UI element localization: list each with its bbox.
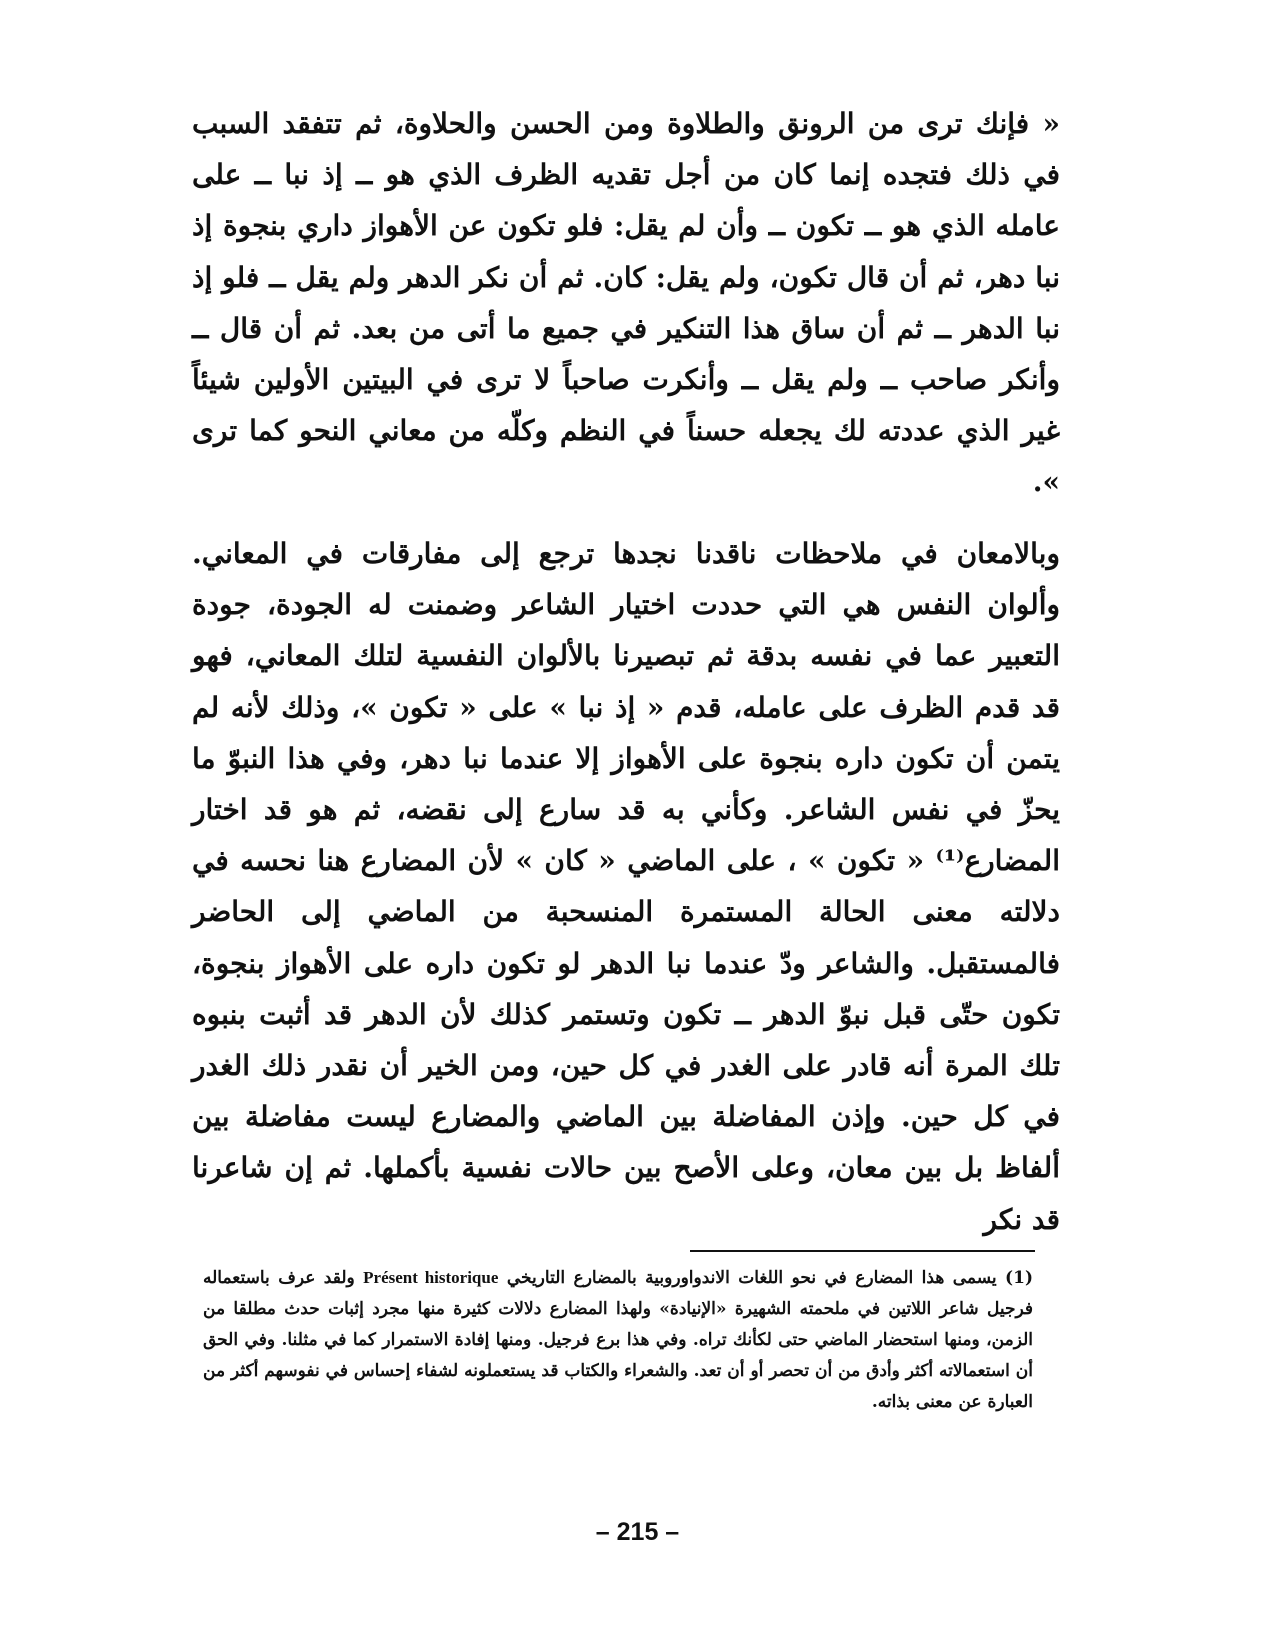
footnote-text: ولقد عرف باستعماله فرجيل شاعر اللاتين في ملحمته الشهيرة «الإنيادة» ولهذا المضارع دلالات كثيرة منها مجرد إثبات حدث مطلقا من الزمن، ومنها استحضار الماضي حتى لكأنك تراه. وفي هذا برع فرجيل. ومنها إفادة الاستمرار كما في مثلنا. وفي الحق أن استعمالاته أكثر وأدق من أن تحصر أو أن تعد. والشعراء والكتاب قد يستعملونه لشفاء إحساس في نفوسهم أكثر من العبارة عن معنى بذاته. <box>203 1268 1033 1412</box>
footnote-intro: (1) يسمى هذا المضارع في نحو اللغات الاندواوروبية بالمضارع التاريخي <box>506 1268 1033 1288</box>
quote-paragraph: « فإنك ترى من الرونق والطلاوة ومن الحسن والحلاوة، ثم تتفقد السبب في ذلك فتجده إنما كان من أجل تقديه الظرف الذي هو ــ إذ نبا ــ على عامله الذي هو ــ تكون ــ وأن لم يقل: فلو تكون عن الأهواز داري بنجوة إذ نبا دهر، ثم أن قال تكون، ولم يقل: كان. ثم أن نكر الدهر ولم يقل ــ فلو إذ نبا الدهر ــ ثم أن ساق هذا التنكير في جميع ما أتى من بعد. ثم أن قال ــ وأنكر صاحب ــ ولم يقل ــ وأنكرت صاحباً لا ترى في البيتين الأولين شيئاً غير الذي عددته لك يجعله حسناً في النظم وكلّه من معاني النحو كما ترى ». <box>192 107 1060 499</box>
footnote-latin-term: Présent historique <box>363 1268 499 1287</box>
footnote-separator <box>690 1250 1035 1252</box>
footnote <box>203 1262 1033 1418</box>
body-paragraph: وبالامعان في ملاحظات ناقدنا نجدها ترجع إلى مفارقات في المعاني. وألوان النفس هي التي حددت اختيار الشاعر وضمنت له الجودة، جودة التعبير عما في نفسه بدقة ثم تبصيرنا بالألوان النفسية لتلك المعاني، فهو قد قدم الظرف على عامله، قدم « إذ نبا » على « تكون »، وذلك لأنه لم يتمن أن تكون داره بنجوة على الأهواز إلا عندما نبا دهر، وفي هذا النبوّ ما يحزّ في نفس الشاعر. وكأني به قد سارع إلى نقضه، ثم هو قد اختار المضارع⁽¹⁾ « تكون » ، على الماضي « كان » لأن المضارع هنا نحسه في دلالته معنى الحالة المستمرة المنسحبة من الماضي إلى الحاضر فالمستقبل. والشاعر ودّ عندما نبا الدهر لو تكون داره على الأهواز بنجوة، تكون حتّى قبل نبوّ الدهر ــ تكون وتستمر كذلك لأن الدهر قد أثبت بنبوه تلك المرة أنه قادر على الغدر في كل حين، ومن الخير أن نقدر ذلك الغدر في كل حين. وإذن المفاضلة بين الماضي والمضارع ليست مفاضلة بين ألفاظ بل بين معان، وعلى الأصح بين حالات نفسية بأكملها. ثم إن شاعرنا قد نكر <box>192 537 1060 1236</box>
page-number: – 215 – <box>595 1518 680 1546</box>
